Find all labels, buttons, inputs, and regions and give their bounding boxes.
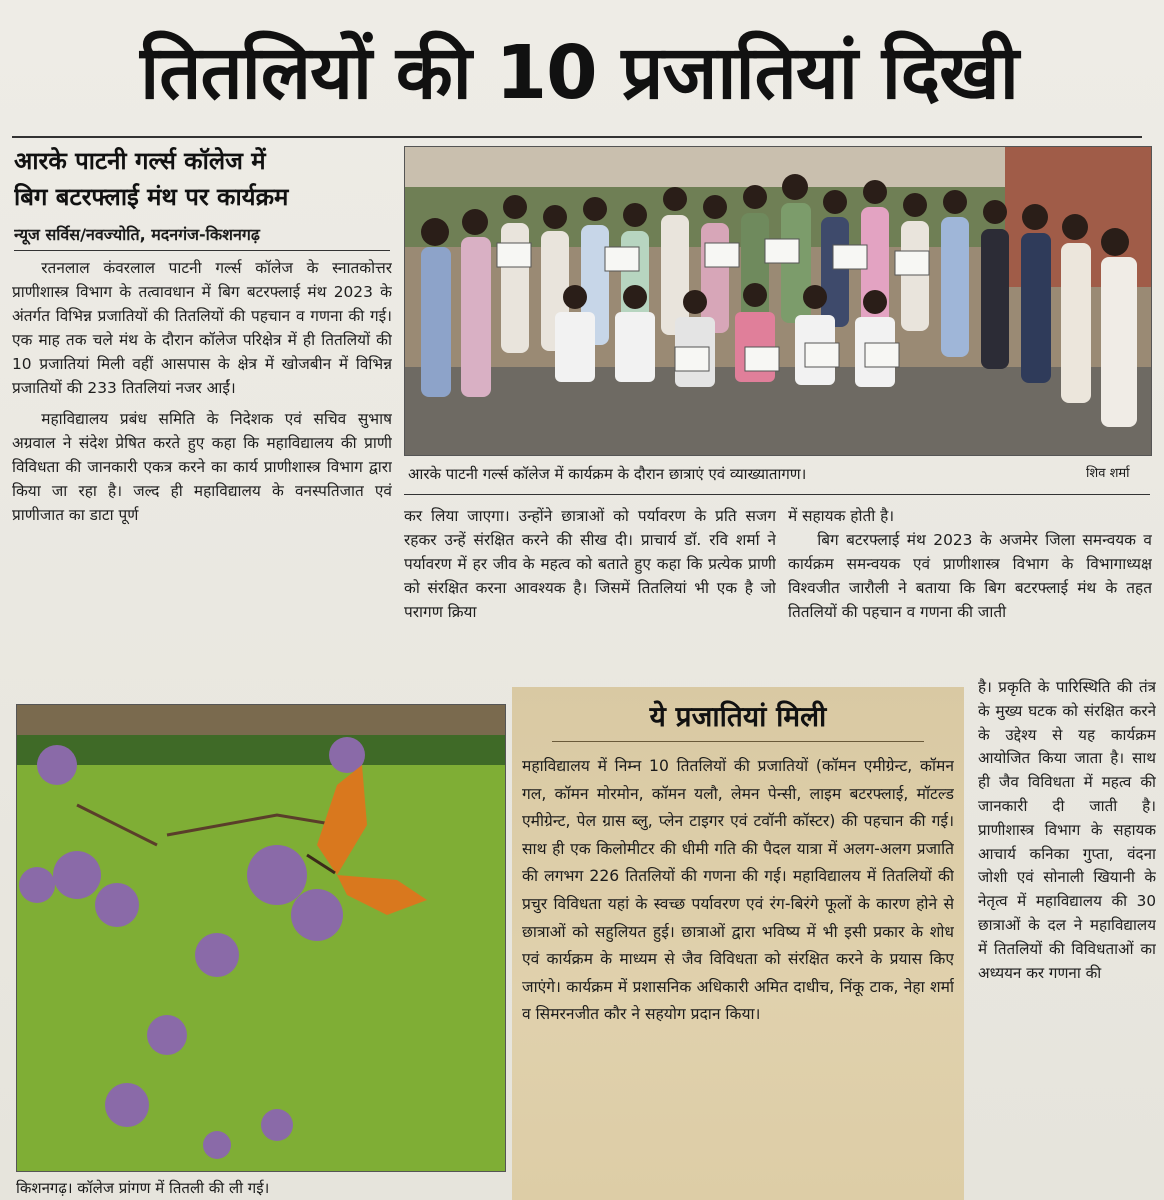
middle-paragraph: कर लिया जाएगा। उन्होंने छात्राओं को पर्यावरण के प्रति सजग रहकर उन्हें संरक्षित करने की सीख दी। प्राचार्य डॉ. रवि शर्मा ने पर्यावरण में हर जीव के महत्व को बताते हुए कहा कि प्रत्येक प्राणी को संरक्षित करना आवश्यक है। जिसमें तितलियां भी एक है जो परागण क्रिया xyxy=(404,507,776,622)
right-column xyxy=(788,504,1152,674)
species-box-text: महाविद्यालय में निम्न 10 तितलियों की प्रजातियों (कॉमन एमीग्रेन्ट, कॉमन गल, कॉमन मोरमोन, कॉमन यलौ, लेमन पेन्सी, लाइम बटरफ्लाई, मॉटल्ड एमीग्रेन्ट, पेल ग्रास ब्लु, प्लेन टाइगर एवं टवॉनी कॉस्टर) की पहचान की गई। साथ ही एक किलोमीटर की धीमी गति की पैदल यात्रा में अलग-अलग प्रजाति की लगभग 226 तितलियों की गणना की गई। महाविद्यालय में तितलियों की प्रचुर विविधता यहां के स्वच्छ पर्यावरण एवं रंग-बिरंगे फूलों के कारण होने से छात्राओं को सहुलियत हुई। छात्राओं द्वारा भविष्य में भी इसी प्रकार के शोध एवं कार्यक्रम के माध्यम से जैव विविधता को संरक्षित करने के प्रयास किए जाएंगे। कार्यक्रम में प्रशासनिक अधिकारी अमित दाधीच, निंकू टाक, नेहा शर्मा व सिमरनजीत कौर ने सहयोग प्रदान किया। xyxy=(522,757,954,1024)
headline-rule xyxy=(12,136,1142,138)
subheadline-line-1: आरके पाटनी गर्ल्स कॉलेज में xyxy=(14,147,266,175)
subheadline-line-2: बिग बटरफ्लाई मंथ पर कार्यक्रम xyxy=(14,183,289,211)
left-column xyxy=(12,256,392,664)
middle-column xyxy=(404,504,776,674)
species-box-body xyxy=(522,753,954,1193)
dateline: न्यूज सर्विस/नवज्योति, मदनगंज-किशनगढ़ xyxy=(14,225,260,244)
right-paragraph-2: बिग बटरफ्लाई मंथ 2023 के अजमेर जिला समन्वयक व कार्यक्रम समन्वयक एवं प्राणीशास्त्र विभाग के विभागाध्यक्ष विश्वजीत जारौली ने बताया कि बिग बटरफ्लाई मंथ के तहत तितलियों की पहचान व गणना की जाती xyxy=(788,531,1152,622)
right-line-1: में सहायक होती है। xyxy=(788,507,895,525)
species-box xyxy=(512,687,964,1200)
species-box-title: ये प्रजातियां मिली xyxy=(649,700,827,733)
headline: तितलियों की 10 प्रजातियां दिखी xyxy=(140,30,1018,116)
top-photo-credit: शिव शर्मा xyxy=(1086,466,1130,481)
dateline-rule xyxy=(14,250,390,251)
caption-rule xyxy=(404,494,1150,495)
top-photo-caption: आरके पाटनी गर्ल्स कॉलेज में कार्यक्रम के दौरान छात्राएं एवं व्याख्यातागण। xyxy=(408,465,807,483)
left-paragraph-1: रतनलाल कंवरलाल पाटनी गर्ल्स कॉलेज के स्नातकोत्तर प्राणीशास्त्र विभाग के तत्वावधान में बिग बटरफ्लाई मंथ 2023 के अंतर्गत विभिन्न प्रजातियों की तितलियों की पहचान व गणना की गई। एक माह तक चले मंथ के दौरान कॉलेज परिक्षेत्र में ही तितलियों की 10 प्रजातियां मिली वहीं आसपास के क्षेत्र में खोजबीन में विभिन्न प्रजातियों की 233 तितलियां नजर आईं। xyxy=(12,259,392,398)
narrow-paragraph: है। प्रकृति के पारिस्थिति की तंत्र के मुख्य घटक को संरक्षित करने के उद्देश्य से यह कार्यक्रम आयोजित किया जाता है। साथ ही जैव विविधता में महत्व की जानकारी दी जाती है। प्राणीशास्त्र विभाग के सहायक आचार्य कनिका गुप्ता, वंदना जोशी एवं सोनाली खियानी के नेतृत्व में महाविद्यालय की 30 छात्राओं के दल ने महाविद्यालय में तितलियों की विविधताओं का अध्ययन कर गणना की xyxy=(978,678,1156,982)
bottom-photo-caption: किशनगढ़। कॉलेज प्रांगण में तितली की ली गई। xyxy=(16,1179,270,1197)
group-photo xyxy=(404,146,1152,456)
narrow-column xyxy=(978,676,1156,1200)
box-title-rule xyxy=(552,741,924,742)
butterfly-photo xyxy=(16,704,506,1172)
left-paragraph-2: महाविद्यालय प्रबंध समिति के निदेशक एवं सचिव सुभाष अग्रवाल ने संदेश प्रेषित करते हुए कहा कि महाविद्यालय की प्राणी विविधता की जानकारी एकत्र करने का कार्य प्राणीशास्त्र विभाग द्वारा किया जा रहा है। जल्द ही महाविद्यालय के वनस्पतिजात एवं प्राणीजात का डाटा पूर्ण xyxy=(12,409,392,524)
